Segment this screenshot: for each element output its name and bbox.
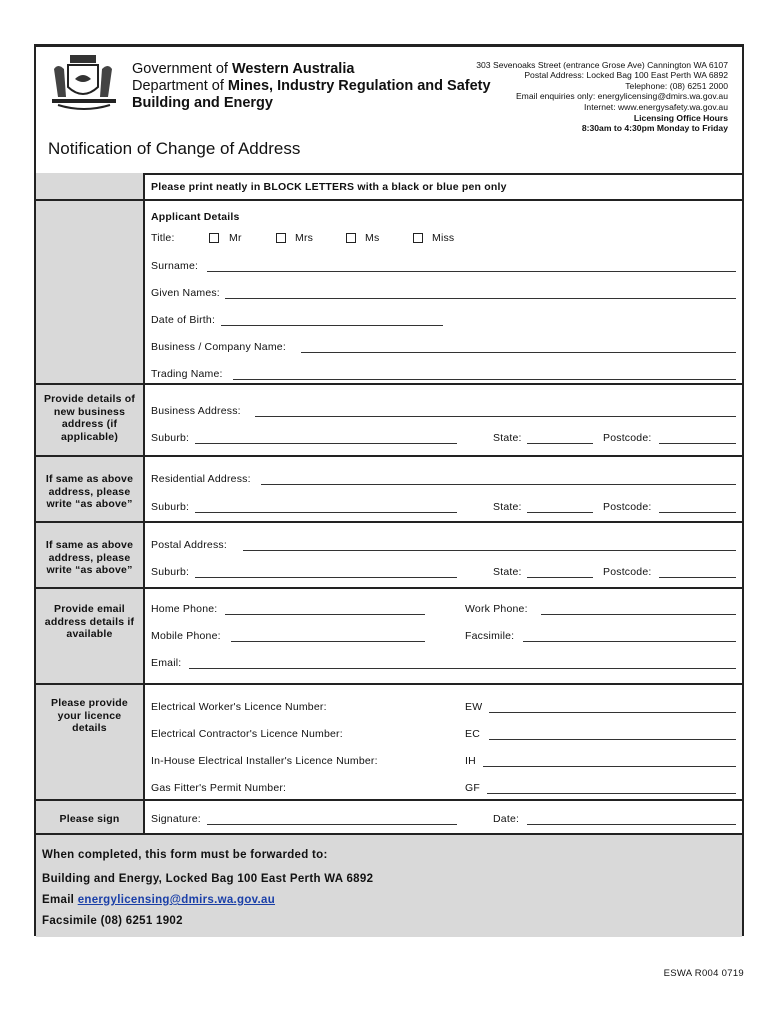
form-code: ESWA R004 0719 xyxy=(663,968,744,979)
ih-licence-label: In-House Electrical Installer's Licence Number: xyxy=(151,755,378,767)
gf-code: GF xyxy=(465,782,480,794)
office-hours: Licensing Office Hours 8:30am to 4:30pm Monday to Friday xyxy=(581,113,728,134)
submission-fax: Facsimile (08) 6251 1902 xyxy=(42,915,183,927)
applicant-heading: Applicant Details xyxy=(151,211,240,223)
submission-address: Building and Energy, Locked Bag 100 East Perth WA 6892 xyxy=(42,873,374,885)
mobile-phone-field[interactable] xyxy=(231,641,425,642)
business-name-field[interactable] xyxy=(301,352,736,353)
signature-field[interactable] xyxy=(207,824,457,825)
submission-email-line: Email energylicensing@dmirs.wa.gov.au xyxy=(42,894,276,906)
dob-label: Date of Birth: xyxy=(151,314,216,326)
surname-label: Surname: xyxy=(151,260,199,272)
business-state-field[interactable] xyxy=(527,443,593,444)
business-address-label: Business Address: xyxy=(151,405,241,417)
ec-licence-field[interactable] xyxy=(489,739,736,740)
residential-address-field[interactable] xyxy=(261,484,736,485)
title-mrs-label: Mrs xyxy=(295,232,314,244)
residential-state-label: State: xyxy=(493,501,522,513)
date-label: Date: xyxy=(493,813,520,825)
residential-address-label: Residential Address: xyxy=(151,473,251,485)
email-label: Email: xyxy=(151,657,182,669)
licence-section xyxy=(36,685,742,801)
title-mr-label: Mr xyxy=(229,232,242,244)
facsimile-field[interactable] xyxy=(523,641,736,642)
title-label: Title: xyxy=(151,232,175,244)
postal-postcode-label: Postcode: xyxy=(603,566,652,578)
residential-address-note: If same as above address, please write “as above” xyxy=(36,457,145,521)
mobile-phone-label: Mobile Phone: xyxy=(151,630,221,642)
work-phone-field[interactable] xyxy=(541,614,736,615)
ew-code: EW xyxy=(465,701,483,713)
postal-address-section xyxy=(36,523,742,589)
ew-licence-label: Electrical Worker's Licence Number: xyxy=(151,701,327,713)
trading-name-label: Trading Name: xyxy=(151,368,223,380)
postal-address-note: If same as above address, please write “as above” xyxy=(36,523,145,587)
trading-name-field[interactable] xyxy=(233,379,736,380)
residential-postcode-label: Postcode: xyxy=(603,501,652,513)
business-suburb-label: Suburb: xyxy=(151,432,190,444)
title-ms-checkbox[interactable] xyxy=(346,233,356,243)
signature-label: Signature: xyxy=(151,813,201,825)
agency-contact: 303 Sevenoaks Street (entrance Grose Ave) Cannington WA 6107 Postal Address: Locked Bag 100 East Perth WA 6892 Telephone: (08) 6251 2000 Email enquiries only: energylicensing@dmirs.wa.gov.au Internet: www.energysafety.wa.gov.au xyxy=(476,60,728,112)
contact-note: Provide email address details if available xyxy=(36,589,145,683)
ew-licence-field[interactable] xyxy=(489,712,736,713)
title-miss-label: Miss xyxy=(432,232,455,244)
residential-address-section xyxy=(36,457,742,523)
postal-postcode-field[interactable] xyxy=(659,577,736,578)
surname-field[interactable] xyxy=(207,271,736,272)
residential-postcode-field[interactable] xyxy=(659,512,736,513)
agency-name: Government of Western Australia Department of Mines, Industry Regulation and Safety Building and Energy xyxy=(132,61,491,111)
residential-suburb-label: Suburb: xyxy=(151,501,190,513)
title-miss-checkbox[interactable] xyxy=(413,233,423,243)
postal-state-label: State: xyxy=(493,566,522,578)
ec-licence-label: Electrical Contractor's Licence Number: xyxy=(151,728,343,740)
home-phone-label: Home Phone: xyxy=(151,603,218,615)
business-address-note: Provide details of new business address (if applicable) xyxy=(36,385,145,455)
ec-code: EC xyxy=(465,728,480,740)
ih-code: IH xyxy=(465,755,476,767)
residential-state-field[interactable] xyxy=(527,512,593,513)
ih-licence-field[interactable] xyxy=(483,766,736,767)
instruction-row xyxy=(36,173,742,201)
licence-note: Please provide your licence details xyxy=(36,685,145,799)
work-phone-label: Work Phone: xyxy=(465,603,528,615)
dob-field[interactable] xyxy=(221,325,443,326)
gf-permit-field[interactable] xyxy=(487,793,736,794)
business-state-label: State: xyxy=(493,432,522,444)
email-field[interactable] xyxy=(189,668,736,669)
wa-coat-of-arms-icon xyxy=(48,53,120,113)
facsimile-label: Facsimile: xyxy=(465,630,515,642)
title-mrs-checkbox[interactable] xyxy=(276,233,286,243)
postal-state-field[interactable] xyxy=(527,577,593,578)
postal-address-field[interactable] xyxy=(243,550,736,551)
submission-info xyxy=(36,835,742,937)
postal-suburb-label: Suburb: xyxy=(151,566,190,578)
given-names-field[interactable] xyxy=(225,298,736,299)
contact-section xyxy=(36,589,742,685)
title-mr-checkbox[interactable] xyxy=(209,233,219,243)
postal-suburb-field[interactable] xyxy=(195,577,457,578)
business-suburb-field[interactable] xyxy=(195,443,457,444)
gf-permit-label: Gas Fitter's Permit Number: xyxy=(151,782,287,794)
home-phone-field[interactable] xyxy=(225,614,425,615)
form-header xyxy=(36,47,742,175)
date-field[interactable] xyxy=(527,824,736,825)
business-postcode-field[interactable] xyxy=(659,443,736,444)
applicant-section xyxy=(36,201,742,385)
business-address-section xyxy=(36,385,742,457)
form-title: Notification of Change of Address xyxy=(48,139,301,158)
title-ms-label: Ms xyxy=(365,232,380,244)
residential-suburb-field[interactable] xyxy=(195,512,457,513)
business-postcode-label: Postcode: xyxy=(603,432,652,444)
given-names-label: Given Names: xyxy=(151,287,220,299)
submission-email-link[interactable]: energylicensing@dmirs.wa.gov.au xyxy=(77,894,276,906)
submission-heading: When completed, this form must be forwarded to: xyxy=(42,849,328,861)
business-name-label: Business / Company Name: xyxy=(151,341,286,353)
business-address-field[interactable] xyxy=(255,416,736,417)
form-frame xyxy=(34,44,744,936)
instruction-text: Please print neatly in BLOCK LETTERS with a black or blue pen only xyxy=(151,181,507,193)
sign-note: Please sign xyxy=(36,801,145,833)
signature-section xyxy=(36,801,742,835)
postal-address-label: Postal Address: xyxy=(151,539,227,551)
